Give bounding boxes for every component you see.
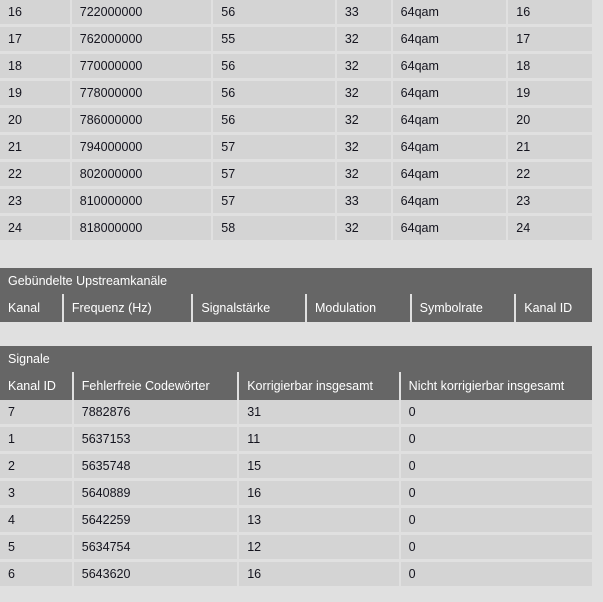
column-header: Signalstärke	[193, 294, 305, 322]
signals-section	[0, 346, 592, 589]
table-cell: 33	[337, 0, 391, 24]
table-cell: 64qam	[393, 108, 507, 132]
table-cell: 21	[0, 135, 70, 159]
table-row	[0, 0, 592, 24]
table-cell: 56	[213, 0, 335, 24]
table-cell: 55	[213, 27, 335, 51]
table-cell: 19	[0, 81, 70, 105]
table-cell: 64qam	[393, 189, 507, 213]
table-cell: 22	[0, 162, 70, 186]
table-cell: 762000000	[72, 27, 211, 51]
table-cell: 778000000	[72, 81, 211, 105]
column-header: Nicht korrigierbar insgesamt	[401, 372, 592, 400]
table-cell: 5643620	[74, 562, 237, 586]
table-cell: 23	[0, 189, 70, 213]
table-cell: 0	[401, 508, 592, 532]
table-cell: 810000000	[72, 189, 211, 213]
table-cell: 32	[337, 54, 391, 78]
table-cell: 22	[508, 162, 592, 186]
table-cell: 818000000	[72, 216, 211, 240]
table-cell: 5634754	[74, 535, 237, 559]
table-cell: 64qam	[393, 162, 507, 186]
table-row	[0, 81, 592, 105]
table-cell: 7	[0, 400, 72, 424]
table-cell: 32	[337, 81, 391, 105]
table-cell: 786000000	[72, 108, 211, 132]
signals-header-row	[0, 372, 592, 400]
table-row	[0, 508, 592, 532]
table-row	[0, 135, 592, 159]
table-cell: 5	[0, 535, 72, 559]
table-cell: 13	[239, 508, 398, 532]
upstream-header-row	[0, 294, 592, 322]
table-cell: 18	[0, 54, 70, 78]
table-cell: 4	[0, 508, 72, 532]
table-cell: 2	[0, 454, 72, 478]
table-row	[0, 108, 592, 132]
table-cell: 16	[239, 562, 398, 586]
table-cell: 11	[239, 427, 398, 451]
table-cell: 0	[401, 454, 592, 478]
column-header: Modulation	[307, 294, 410, 322]
table-cell: 17	[508, 27, 592, 51]
column-header: Symbolrate	[412, 294, 515, 322]
table-cell: 0	[401, 400, 592, 424]
table-cell: 1	[0, 427, 72, 451]
signals-rows	[0, 400, 592, 586]
table-cell: 5642259	[74, 508, 237, 532]
table-cell: 7882876	[74, 400, 237, 424]
upstream-section-title: Gebündelte Upstreamkanäle	[0, 268, 592, 294]
table-cell: 57	[213, 162, 335, 186]
table-cell: 21	[508, 135, 592, 159]
table-cell: 12	[239, 535, 398, 559]
upstream-channels-section	[0, 268, 592, 322]
table-cell: 20	[508, 108, 592, 132]
table-cell: 3	[0, 481, 72, 505]
table-cell: 64qam	[393, 0, 507, 24]
table-cell: 58	[213, 216, 335, 240]
table-cell: 770000000	[72, 54, 211, 78]
table-cell: 32	[337, 162, 391, 186]
table-row	[0, 162, 592, 186]
signals-section-title: Signale	[0, 346, 592, 372]
table-cell: 15	[239, 454, 398, 478]
table-cell: 57	[213, 189, 335, 213]
table-cell: 0	[401, 481, 592, 505]
table-cell: 5640889	[74, 481, 237, 505]
table-cell: 802000000	[72, 162, 211, 186]
table-row	[0, 481, 592, 505]
table-cell: 6	[0, 562, 72, 586]
table-cell: 19	[508, 81, 592, 105]
table-cell: 0	[401, 562, 592, 586]
table-cell: 32	[337, 27, 391, 51]
column-header: Fehlerfreie Codewörter	[74, 372, 237, 400]
table-cell: 32	[337, 216, 391, 240]
table-cell: 23	[508, 189, 592, 213]
table-row	[0, 27, 592, 51]
table-cell: 5637153	[74, 427, 237, 451]
table-cell: 32	[337, 135, 391, 159]
table-cell: 17	[0, 27, 70, 51]
table-cell: 64qam	[393, 135, 507, 159]
table-cell: 56	[213, 108, 335, 132]
table-cell: 18	[508, 54, 592, 78]
table-cell: 56	[213, 81, 335, 105]
table-cell: 0	[401, 427, 592, 451]
table-cell: 5635748	[74, 454, 237, 478]
column-header: Frequenz (Hz)	[64, 294, 192, 322]
table-cell: 32	[337, 108, 391, 132]
table-cell: 64qam	[393, 54, 507, 78]
table-row	[0, 427, 592, 451]
table-cell: 24	[0, 216, 70, 240]
table-cell: 722000000	[72, 0, 211, 24]
table-row	[0, 189, 592, 213]
table-row	[0, 216, 592, 240]
table-cell: 64qam	[393, 27, 507, 51]
table-cell: 31	[239, 400, 398, 424]
table-cell: 64qam	[393, 216, 507, 240]
downstream-channels-table	[0, 0, 592, 243]
table-cell: 16	[0, 0, 70, 24]
table-row	[0, 454, 592, 478]
table-cell: 16	[508, 0, 592, 24]
table-cell: 16	[239, 481, 398, 505]
table-row	[0, 400, 592, 424]
column-header: Korrigierbar insgesamt	[239, 372, 398, 400]
table-row	[0, 562, 592, 586]
table-cell: 794000000	[72, 135, 211, 159]
table-row	[0, 535, 592, 559]
column-header: Kanal ID	[0, 372, 72, 400]
table-cell: 56	[213, 54, 335, 78]
table-cell: 64qam	[393, 81, 507, 105]
table-cell: 33	[337, 189, 391, 213]
table-cell: 57	[213, 135, 335, 159]
column-header: Kanal ID	[516, 294, 592, 322]
table-cell: 20	[0, 108, 70, 132]
table-cell: 24	[508, 216, 592, 240]
column-header: Kanal	[0, 294, 62, 322]
table-row	[0, 54, 592, 78]
table-cell: 0	[401, 535, 592, 559]
